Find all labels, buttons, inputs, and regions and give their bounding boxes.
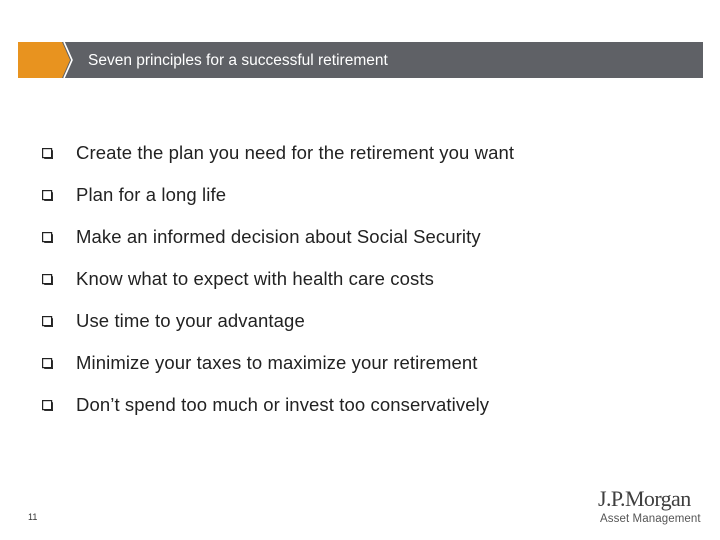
logo-tagline: Asset Management <box>600 513 701 525</box>
page-number: 11 <box>28 512 38 522</box>
principle-text: Make an informed decision about Social Security <box>76 226 481 247</box>
header-accent-block <box>18 42 62 78</box>
header-chevron-icon <box>62 42 76 78</box>
checkbox-icon <box>42 232 53 243</box>
jpmorgan-logo <box>598 487 704 529</box>
checkbox-icon <box>42 190 53 201</box>
principle-item <box>42 342 514 384</box>
principle-item <box>42 384 514 426</box>
checkbox-icon <box>42 316 53 327</box>
principle-item <box>42 300 514 342</box>
checkbox-icon <box>42 274 53 285</box>
principle-item <box>42 132 514 174</box>
principle-text: Don’t spend too much or invest too conservatively <box>76 394 490 415</box>
slide-title: Seven principles for a successful retirement <box>88 52 388 69</box>
principle-text: Know what to expect with health care costs <box>76 268 434 289</box>
principle-text: Plan for a long life <box>76 184 227 205</box>
principle-item <box>42 174 514 216</box>
logo-wordmark: J.P.Morgan <box>598 486 691 511</box>
principle-text: Create the plan you need for the retirement you want <box>76 142 515 163</box>
checkbox-icon <box>42 358 53 369</box>
principles-list <box>42 132 514 426</box>
principle-text: Minimize your taxes to maximize your retirement <box>76 352 478 373</box>
principle-text: Use time to your advantage <box>76 310 305 331</box>
checkbox-icon <box>42 148 53 159</box>
checkbox-icon <box>42 400 53 411</box>
principle-item <box>42 258 514 300</box>
principle-item <box>42 216 514 258</box>
